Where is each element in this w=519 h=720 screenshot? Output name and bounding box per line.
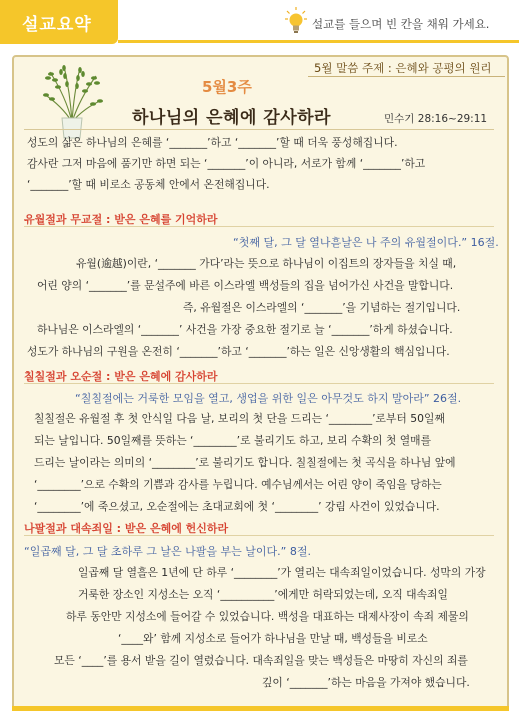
- header-tab: [0, 0, 118, 44]
- bible-quote: “칠칠절에는 거룩한 모임을 열고, 생업을 위한 일은 아무것도 하지 말아라” 26절.: [75, 392, 462, 405]
- title-divider: [24, 129, 494, 130]
- theme-underline: [308, 76, 505, 77]
- intro-line: 감사란 그저 마음에 품기만 하면 되는 ‘_______’이 아니라, 서로가 함께 ‘_______’하고: [27, 157, 426, 170]
- bible-quote: “첫째 달, 그 달 열나흗날은 나 주의 유월절이다.” 16절.: [233, 236, 499, 249]
- intro-line: ‘_______’할 때 비로소 공동체 안에서 온전해집니다.: [27, 178, 270, 191]
- header-tab-label: 설교요약: [22, 15, 92, 35]
- body-line: 칠칠절은 유월절 후 첫 안식일 다음 날, 보리의 첫 단을 드리는 ‘________’로부터 50일째: [34, 412, 445, 425]
- body-line: 하나님은 이스라엘의 ‘_______’ 사건을 가장 중요한 절기로 늘 ‘_______’하게 하셨습니다.: [37, 323, 453, 336]
- section-heading: 나팔절과 대속죄일 : 받은 은혜에 헌신하라: [24, 522, 229, 535]
- body-line: 모든 ‘____’를 용서 받을 길이 열렸습니다. 대속죄일을 맞는 백성들은 마땅히 자신의 죄를: [54, 654, 468, 667]
- body-line: 성도가 하나님의 구원을 온전히 ‘_______’하고 ‘_______’하는 일은 신앙생활의 핵심입니다.: [27, 345, 450, 358]
- body-line: 되는 날입니다. 50일째를 뜻하는 ‘________’로 불리기도 하고, 보리 수확의 첫 열매를: [34, 434, 432, 447]
- body-line: 어린 양의 ‘_______’를 문설주에 바른 이스라엘 백성들의 집을 넘어가신 사건을 말합니다.: [37, 279, 454, 292]
- body-line: ‘________’으로 수확의 기쁨과 감사를 누립니다. 예수님께서는 어린 양이 죽임을 당하는: [34, 478, 442, 491]
- body-line: 깊이 ‘_______’하는 마음을 가져야 했습니다.: [262, 676, 470, 689]
- body-line: ‘________’에 죽으셨고, 오순절에는 초대교회에 첫 ‘________’ 강림 사건이 있었습니다.: [34, 500, 440, 513]
- header-instruction: 설교를 들으며 빈 칸을 채워 가세요.: [312, 17, 490, 31]
- frame-bottom-bar: [12, 706, 509, 711]
- sermon-title: 하나님의 은혜에 감사하라: [132, 108, 331, 128]
- lightbulb-icon: [285, 6, 307, 36]
- section-divider: [24, 535, 494, 536]
- body-line: 일곱째 달 열흘은 1년에 단 하루 ‘________’가 열리는 대속죄일이었습니다. 성막의 가장: [78, 566, 486, 579]
- section-divider: [24, 383, 494, 384]
- week-label: 5월3주: [202, 78, 252, 96]
- section-heading: 칠칠절과 오순절 : 받은 은혜에 감사하라: [24, 370, 218, 383]
- header-band: [0, 0, 519, 48]
- bible-quote: “일곱째 달, 그 달 초하루 그 날은 나팔을 부는 날이다.” 8절.: [24, 545, 311, 558]
- section-heading: 유월절과 무교절 : 받은 은혜를 기억하라: [24, 213, 218, 226]
- body-line: 즉, 유월절은 이스라엘의 ‘_______’을 기념하는 절기입니다.: [183, 301, 461, 314]
- intro-line: 성도의 삶은 하나님의 은혜를 ‘_______’하고 ‘_______’할 때 더욱 풍성해집니다.: [27, 136, 398, 149]
- body-line: 유월(逾越)이란, ‘_______ 가다’라는 뜻으로 하나님이 이집트의 장자들을 치실 때,: [76, 257, 457, 270]
- body-line: 하루 동안만 지성소에 들어갈 수 있었습니다. 백성을 대표하는 대제사장이 속죄 제물의: [66, 610, 469, 623]
- body-line: 드리는 날이라는 의미의 ‘________’로 불리기도 합니다. 칠칠절에는 첫 곡식을 하나님 앞에: [34, 456, 456, 469]
- body-line: ‘____와’ 함께 지성소로 들어가 하나님을 만날 때, 백성들을 비로소: [118, 632, 428, 645]
- monthly-theme: 5월 말씀 주제 : 은혜와 공평의 원리: [314, 61, 492, 75]
- section-divider: [24, 226, 494, 227]
- scripture-reference: 민수기 28:16~29:11: [384, 113, 488, 125]
- body-line: 거룩한 장소인 지성소는 오직 ‘__________’에게만 허락되었는데, 오직 대속죄일: [78, 588, 448, 601]
- header-rule: [118, 40, 519, 43]
